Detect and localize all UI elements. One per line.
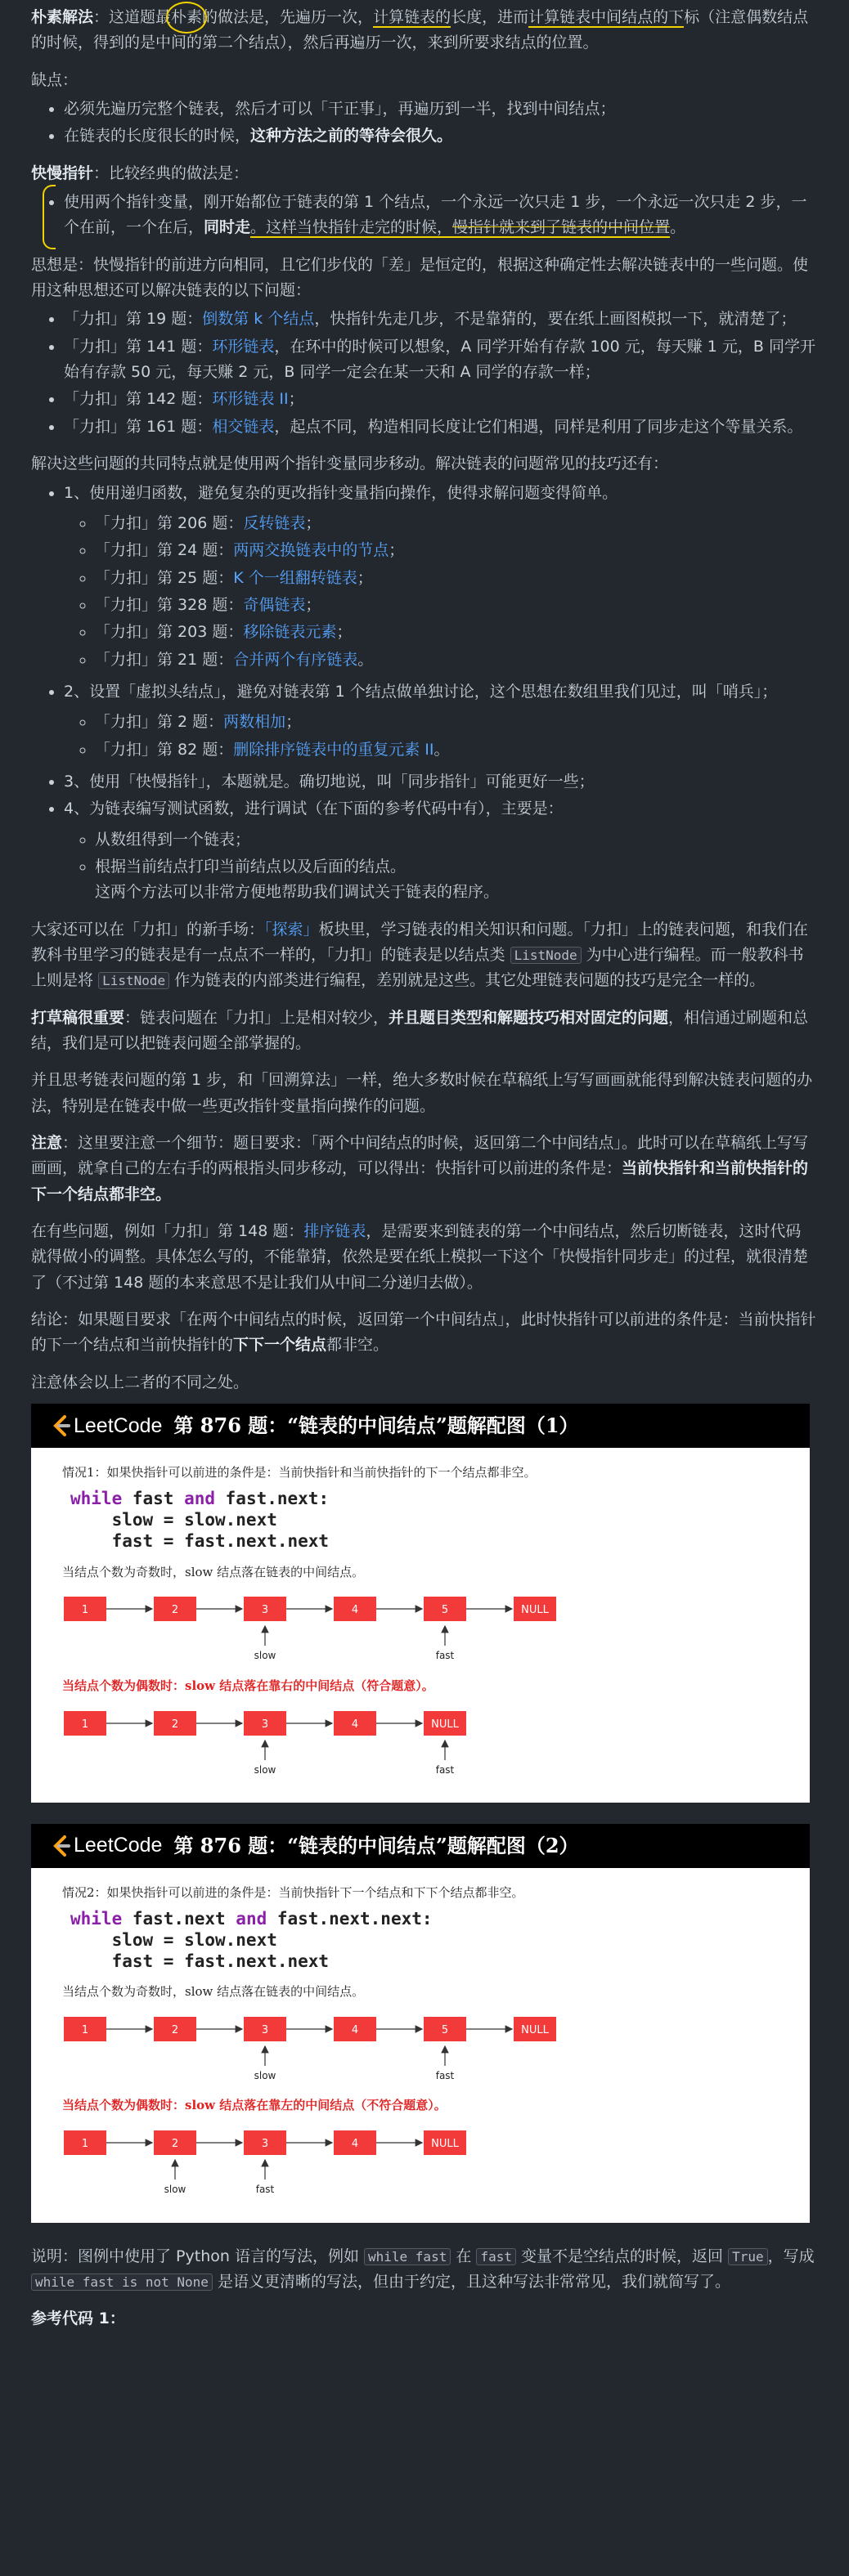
text: ，写成 <box>767 2247 815 2265</box>
slow-pointer-label: slow <box>254 1763 276 1776</box>
text: 「力扣」第 21 题： <box>95 650 234 669</box>
text: ； <box>305 513 321 532</box>
list-node-label: 4 <box>351 2024 359 2037</box>
text: ； <box>336 623 353 642</box>
link-problem-21[interactable]: 合并两个有序链表 <box>233 650 358 669</box>
list-node-label: 4 <box>351 1718 359 1731</box>
tip4-sublist <box>64 827 816 906</box>
text: ； <box>288 390 304 409</box>
paragraph-common: 解决这些问题的共同特点就是使用两个指针变量同步移动。解决链表的问题常见的技巧还有： <box>31 455 669 473</box>
tips-list <box>31 481 816 906</box>
link-explore[interactable]: 「探索」 <box>264 920 319 939</box>
figure-body <box>31 1868 810 2223</box>
list-item <box>95 566 816 591</box>
logo-text: LeetCode <box>74 1834 163 1857</box>
text: 结论：如果题目要求「在两个中间结点的时候，返回第一个中间结点」，此时快指针可以前进的条件是：当前快指针的下一个结点和当前快指针的 <box>31 1310 816 1355</box>
code-keyword: and <box>184 1488 216 1508</box>
text: 长度，进而 <box>451 8 529 26</box>
linked-list-odd <box>62 1590 782 1664</box>
fast-pointer-label: fast <box>255 2184 275 2196</box>
figure-case: 情况1：如果快指针可以前进的条件是：当前快指针和当前快指针的下一个结点都非空。 <box>62 1465 537 1481</box>
link-problem-2[interactable]: 两数相加 <box>223 713 286 732</box>
logo-text: LeetCode <box>74 1413 163 1437</box>
figure-header <box>31 1404 810 1448</box>
paragraph-fast-slow <box>31 161 816 186</box>
figure-title: 第 876 题：“链表的中间结点”题解配图（1） <box>173 1413 579 1438</box>
figure-1 <box>31 1404 810 1803</box>
list-node-label: 3 <box>261 1604 269 1617</box>
list-node-label: NULL <box>521 2024 549 2037</box>
text-bold: 打草稿很重要 <box>31 1008 125 1027</box>
leetcode-logo-icon <box>49 1413 74 1438</box>
text: ，起点不同，构造相同长度让它们相遇，同样是利用了同步走这个等量关系。 <box>274 417 803 436</box>
inline-code: fast <box>476 2248 516 2265</box>
text: ； <box>389 541 405 560</box>
leetcode-logo <box>49 1829 162 1862</box>
code-line: fast.next: <box>215 1488 330 1508</box>
cons-list <box>31 96 816 150</box>
link-problem-161[interactable]: 相交链表 <box>212 417 275 436</box>
list-item <box>64 190 816 241</box>
figure-title: 第 876 题：“链表的中间结点”题解配图（2） <box>173 1834 579 1858</box>
list-item <box>95 710 816 735</box>
list-node-label: 1 <box>81 2024 89 2037</box>
text: 根据当前结点打印当前结点以及后面的结点。 <box>95 857 407 876</box>
paragraph-idea: 思想是：快慢指针的前进方向相同，且它们步伐的「差」是恒定的，根据这种确定性去解决链表中的一些问题。使用这种思想还可以解决链表的以下问题： <box>31 255 809 300</box>
code-line: fast.next <box>122 1908 236 1929</box>
text-bold: 下下一个结点 <box>233 1336 327 1355</box>
list-item <box>95 737 816 763</box>
list-node-label: 4 <box>351 1604 359 1617</box>
text: 2、设置「虚拟头结点」，避免对链表第 1 个结点做单独讨论，这个思想在数组里我们见过，叫「哨兵」； <box>64 682 778 701</box>
inline-code: while fast is not None <box>31 2274 213 2291</box>
list-item <box>95 647 816 673</box>
text: 「力扣」第 203 题： <box>95 623 244 642</box>
link-problem-328[interactable]: 奇偶链表 <box>243 595 306 614</box>
link-problem-82[interactable]: 删除排序链表中的重复元素 II <box>233 740 434 759</box>
slow-pointer-label: slow <box>254 1650 276 1662</box>
inline-code: while fast <box>364 2248 451 2265</box>
link-problem-24[interactable]: 两两交换链表中的节点 <box>233 541 389 560</box>
list-node-label: 4 <box>351 2138 359 2151</box>
list-node-label: 2 <box>171 2138 179 2151</box>
code-keyword: and <box>236 1908 267 1929</box>
fast-slow-list <box>31 190 816 241</box>
list-item <box>64 307 816 332</box>
even-note: 当结点个数为偶数时：slow 结点落在靠右的中间结点（符合题意）。 <box>62 1678 434 1693</box>
text: 3、使用「快慢指针」，本题就是。确切地说，叫「同步指针」可能更好一些； <box>64 772 595 791</box>
figure-body <box>31 1448 810 1803</box>
paragraph-explain <box>31 2244 816 2296</box>
text: ，在环中的时候可以想象，A 同学开始有存款 100 元，每天赚 1 元，B 同学开始有存款 50 元，每天赚 2 元，B 同学一定会在某一天和 A 同学的存款一样； <box>64 337 815 382</box>
code-line: fast.next.next: <box>267 1908 433 1929</box>
text: ； <box>357 568 373 587</box>
list-item <box>95 620 816 645</box>
slow-pointer-label: slow <box>254 2070 276 2082</box>
link-problem-19[interactable]: 倒数第 k 个结点 <box>202 310 315 329</box>
text: ：链表问题在「力扣」上是相对较少， <box>124 1008 389 1027</box>
list-node-label: 1 <box>81 1718 89 1731</box>
figure-2 <box>31 1824 810 2223</box>
annotation-underline: 计算链表的 <box>373 8 451 26</box>
text: 为中心进行编程。而一般教科书上则是将 <box>31 946 804 990</box>
fast-pointer-label: fast <box>435 1763 455 1776</box>
text: 「力扣」第 328 题： <box>95 595 244 614</box>
list-node-label: 1 <box>81 1604 89 1617</box>
code-line: fast <box>122 1488 185 1508</box>
annotation-underline: 计算链表中间结点的下 <box>528 8 685 26</box>
paragraph-draft: 并且思考链表问题的第 1 步，和「回溯算法」一样，绝大多数时候在草稿纸上写写画画就能得到解决链表问题的办法，特别是在链表中做一些更改指针变量指向操作的问题。 <box>31 1071 813 1115</box>
tip2-sublist <box>64 710 816 763</box>
text: 使用两个指针变量，刚开始都位于链表的第 1 个结点，一个永远一次只走 1 步，一个永远一次只走 2 步，一个在前，一个在后， <box>64 193 807 237</box>
list-item <box>64 123 816 149</box>
label-fast-slow: 快慢指针 <box>31 164 94 182</box>
list-item <box>64 334 816 386</box>
text: 。 <box>357 650 374 669</box>
list-node-label: 2 <box>171 1604 179 1617</box>
text: 变量不是空结点的时候，返回 <box>521 2247 724 2265</box>
list-item <box>95 511 816 536</box>
text: 4、为链表编写测试函数，进行调试（在下面的参考代码中有），主要是： <box>64 800 564 818</box>
text: ：这道题最 <box>93 8 172 26</box>
text: 「力扣」第 24 题： <box>95 541 234 560</box>
inline-code: ListNode <box>98 972 169 989</box>
list-item <box>64 387 816 412</box>
text: ； <box>285 713 302 732</box>
list-item <box>64 414 816 440</box>
text: ，快指针先走几步，不是靠猜的，要在纸上画图模拟一下，就清楚了； <box>314 310 797 329</box>
text: ：这里要注意一个细节：题目要求：「两个中间结点的时候，返回第二个中间结点」。此时可以在草稿纸上写写画画，就拿自己的左右手的两根指头同步移动，可以得出：快指针可以前进的条件是： <box>31 1134 809 1178</box>
list-node-label: 3 <box>261 2138 269 2151</box>
inline-code: True <box>728 2248 768 2265</box>
text: 在有些问题，例如「力扣」第 148 题： <box>31 1222 304 1241</box>
text: ：比较经典的做法是： <box>93 164 249 182</box>
link-problem-25[interactable]: K 个一组翻转链表 <box>233 568 357 587</box>
leetcode-logo <box>49 1409 162 1443</box>
text: 「力扣」第 206 题： <box>95 513 244 532</box>
text: 「力扣」第 82 题： <box>95 740 234 759</box>
annotation-strike: 慢指针就来到了链表的中间位置 <box>452 218 671 237</box>
text-bold: 当前快指针和当前快指针的下一个结点都非空。 <box>31 1159 809 1203</box>
cons-label: 缺点： <box>31 70 79 89</box>
paragraph-naive <box>31 5 816 56</box>
text: ，是需要来到链表的第一个中间结点，然后切断链表，这时代码就得做小的调整。具体怎么写的，不能靠猜，依然是要在纸上模拟一下这个「快慢指针同步走」的过程，就很清楚了（不过第 148 题的本来意思不是让我们从中间二分递归去做）。 <box>31 1222 809 1292</box>
code-line: fast = fast.next.next <box>70 1951 330 1972</box>
paragraph-difference: 注意体会以上二者的不同之处。 <box>31 1373 249 1391</box>
text: 「力扣」第 2 题： <box>95 713 224 732</box>
linked-list-even <box>62 1705 782 1778</box>
annotation-circle: 朴素 <box>171 5 202 30</box>
list-node-label: 5 <box>441 1604 449 1617</box>
list-item <box>64 96 816 122</box>
list-item <box>95 827 816 853</box>
paragraph-conclusion <box>31 1307 816 1359</box>
article-content <box>31 5 816 2344</box>
text: 都非空。 <box>326 1336 389 1355</box>
list-node-label: NULL <box>431 1718 459 1731</box>
code-line: slow = slow.next <box>70 1510 277 1530</box>
text: 这两个方法可以非常方便地帮助我们调试关于链表的程序。 <box>95 883 500 902</box>
text: 板块里，学习链表的相关知识和问题。「力扣」上的链表问题，和我们在教科书里学习的链表是有一点点不一样的，「力扣」的链表是以结点类 <box>31 920 809 964</box>
list-node-label: 5 <box>441 2024 449 2037</box>
list-item-tip1 <box>64 481 816 673</box>
odd-note: 当结点个数为奇数时，slow 结点落在链表的中间结点。 <box>62 1564 365 1579</box>
fast-pointer-label: fast <box>435 1650 455 1662</box>
text: ； <box>305 595 321 614</box>
leetcode-logo-icon <box>49 1834 74 1858</box>
list-item-tip3 <box>64 769 816 795</box>
text: 标（注意偶数结点的时候，得到的是中间的第二个结点），然后再遍历一次，来到所要求结点的位置。 <box>31 8 809 52</box>
text: 「力扣」第 19 题： <box>64 310 203 329</box>
list-node-label: NULL <box>431 2138 459 2151</box>
text: 从数组得到一个链表； <box>95 830 251 849</box>
slow-pointer-label: slow <box>164 2184 186 2196</box>
figure-code <box>70 1908 779 1973</box>
paragraph-draft-importance <box>31 1006 816 1057</box>
text-bold: 这种方法之前的等待会很久。 <box>250 127 453 146</box>
text: 「力扣」第 141 题： <box>64 337 213 356</box>
link-problem-148[interactable]: 排序链表 <box>303 1222 366 1241</box>
text: 「力扣」第 142 题： <box>64 390 213 409</box>
list-item <box>95 538 816 563</box>
list-item-tip2 <box>64 679 816 763</box>
text: 必须先遍历完整个链表，然后才可以「干正事」，再遍历到一半，找到中间结点； <box>64 100 616 119</box>
text: 说明：图例中使用了 Python 语言的写法，例如 <box>31 2247 359 2265</box>
link-problem-142[interactable]: 环形链表 II <box>212 390 289 409</box>
code-line: slow = slow.next <box>70 1929 277 1950</box>
text: 在链表的长度很长的时候， <box>64 127 251 146</box>
inline-code: ListNode <box>510 947 582 964</box>
text: 大家还可以在「力扣」的新手场： <box>31 920 265 939</box>
annotation-underline: 。这样当快指针走完的时候， <box>250 218 453 237</box>
list-node-label: 2 <box>171 1718 179 1731</box>
list-item <box>95 593 816 618</box>
text: ，相信通过刷题和总结，我们是可以把链表问题全部掌握的。 <box>31 1008 809 1053</box>
list-node-label: NULL <box>521 1604 549 1617</box>
list-item-tip4 <box>64 796 816 905</box>
paragraph-sort-list <box>31 1219 816 1296</box>
code-keyword: while <box>70 1908 123 1929</box>
tip1-sublist <box>64 511 816 673</box>
list-node-label: 3 <box>261 2024 269 2037</box>
text-bold: 参考代码 1： <box>31 2309 125 2328</box>
linked-list-odd <box>62 2010 782 2084</box>
label-naive: 朴素解法 <box>31 8 94 26</box>
text: 是语义更清晰的写法，但由于约定，且这种写法非常常见，我们就简写了。 <box>217 2272 730 2291</box>
text: 作为链表的内部类进行编程，差别就是这些。其它处理链表问题的技巧是完全一样的。 <box>174 971 766 990</box>
text-bold: 并且题目类型和解题技巧相对固定的问题 <box>389 1008 669 1027</box>
text: 1、使用递归函数，避免复杂的更改指针变量指向操作，使得求解问题变得简单。 <box>64 483 618 502</box>
figure-code <box>70 1488 779 1552</box>
linked-list-even <box>62 2124 782 2197</box>
code-keyword: while <box>70 1488 123 1508</box>
list-node-label: 1 <box>81 2138 89 2151</box>
fast-pointer-label: fast <box>435 2070 455 2082</box>
list-item <box>95 854 816 906</box>
code-line: fast = fast.next.next <box>70 1531 330 1552</box>
text: 在 <box>456 2247 472 2265</box>
text: 「力扣」第 161 题： <box>64 417 213 436</box>
text-bold: 注意 <box>31 1134 63 1153</box>
text-bold: 同时走 <box>204 218 251 237</box>
problem-list <box>31 307 816 440</box>
paragraph-advice <box>31 917 816 994</box>
figure-header <box>31 1824 810 1868</box>
ref-code-heading <box>31 2306 816 2332</box>
text: 。 <box>433 740 450 759</box>
text: 「力扣」第 25 题： <box>95 568 234 587</box>
text: 的做法是，先遍历一次， <box>202 8 374 26</box>
list-node-label: 2 <box>171 2024 179 2037</box>
link-problem-141[interactable]: 环形链表 <box>212 337 275 356</box>
figure-case: 情况2：如果快指针可以前进的条件是：当前快指针下一个结点和下下个结点都非空。 <box>62 1884 524 1900</box>
text: 。 <box>670 218 686 237</box>
link-problem-206[interactable]: 反转链表 <box>243 513 306 532</box>
odd-note: 当结点个数为奇数时，slow 结点落在链表的中间结点。 <box>62 1984 365 2000</box>
even-note: 当结点个数为偶数时：slow 结点落在靠左的中间结点（不符合题意）。 <box>62 2098 447 2113</box>
list-node-label: 3 <box>261 1718 269 1731</box>
paragraph-attention <box>31 1131 816 1207</box>
link-problem-203[interactable]: 移除链表元素 <box>243 623 337 642</box>
